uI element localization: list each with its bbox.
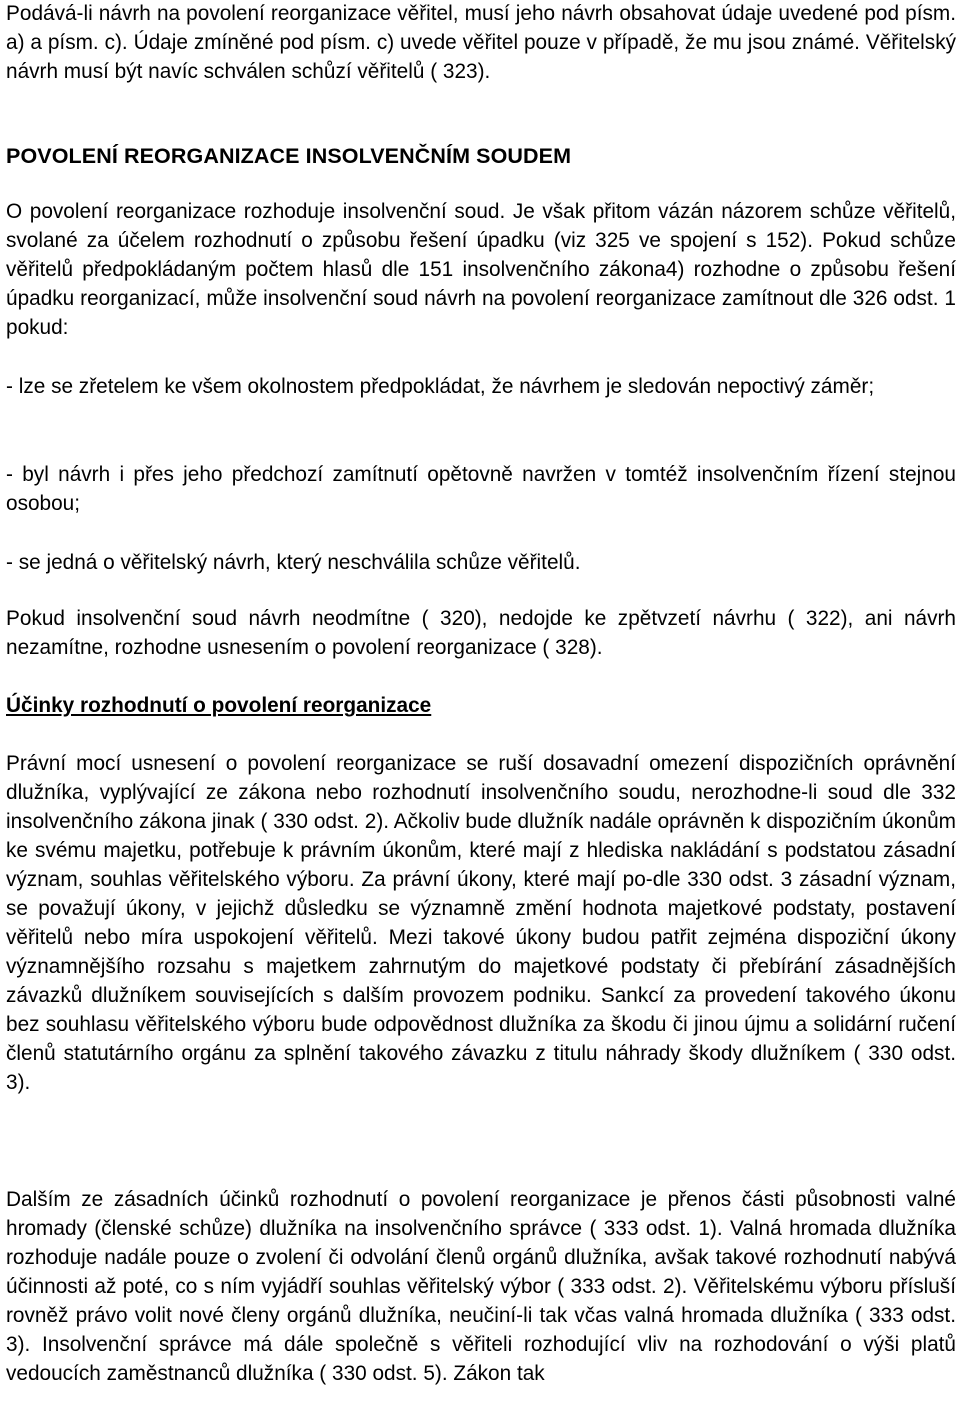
paragraph-effects-general-meeting: Dalším ze zásadních účinků rozhodnutí o povolení reorganizace je přenos části působnosti valné hromady (členské schůze) dlužníka na insolvenčního správce ( 333 odst. 1). Valná hromada dlužníka rozhoduje nadále pouze o zvolení či odvolání členů orgánů dlužníka, avšak takové rozhodnutí nabývá účinnosti až poté, co s ním vyjádří souhlas věřitelský výbor ( 333 odst. 2). Věřitelskému výboru přísluší rovněž právo volit nové členy orgánů dlužníka, neučiní-li tak včas valná hromada dlužníka ( 333 odst. 3). Insolvenční správce má dále společně s věřiteli rozhodující vliv na rozhodování o výši platů vedoucích zaměstnanců dlužníka ( 330 odst. 5). Zákon tak: [6, 1188, 956, 1385]
list-item: - se jedná o věřitelský návrh, který neschválila schůze věřitelů.: [6, 551, 581, 574]
paragraph-creditor-proposal: Podává-li návrh na povolení reorganizace věřitel, musí jeho návrh obsahovat údaje uvedené pod písm. a) a písm. c). Údaje zmíněné pod písm. c) uvede věřitel pouze v případě, že mu jsou známé. Věřitelský návrh musí být navíc schválen schůzí věřitelů ( 323).: [6, 2, 956, 83]
section-heading-court-approval: POVOLENÍ REORGANIZACE INSOLVENČNÍM SOUDEM: [6, 144, 572, 168]
paragraph-effects-legal-force: Právní mocí usnesení o povolení reorganizace se ruší dosavadní omezení dispozičních oprávnění dlužníka, vyplývající ze zákona nebo rozhodnutí insolvenčního soudu, nerozhodne-li soud dle 332 insolvenčního zákona jinak ( 330 odst. 2). Ačkoliv bude dlužník nadále oprávněn k dispozičním úkonům ke svému majetku, potřebuje k právním úkonům, které mají z hlediska nakládání s podstatou zásadní význam, souhlas věřitelského výboru. Za právní úkony, které mají po-dle 330 odst. 3 zásadní význam, se považují úkony, v jejichž důsledku se významně změní hodnota majetkové podstaty, postavení věřitelů nebo míra uspokojení věřitelů. Mezi takové úkony budou patřit zejména dispoziční úkony významnějšího rozsahu s majetkem zahrnutým do majetkové podstaty či přebírání zásadnějších závazků dlužníkem souvisejících s dalším provozem podniku. Sankcí za provedení takového úkonu bez souhlasu věřitelského výboru bude odpovědnost dlužníka za škodu či jinou újmu a solidární ručení členů statutárního orgánu za splnění takového závazku z titulu náhrady škody dlužníkem ( 330 odst. 3).: [6, 752, 956, 1094]
list-item: - byl návrh i přes jeho předchozí zamítnutí opětovně navržen v tomtéž insolvenčním řízení stejnou osobou;: [6, 463, 956, 515]
list-item: - lze se zřetelem ke všem okolnostem předpokládat, že návrhem je sledován nepoctivý záměr;: [6, 375, 875, 398]
paragraph-resolution: Pokud insolvenční soud návrh neodmítne ( 320), nedojde ke zpětvzetí návrhu ( 322), ani návrh nezamítne, rozhodne usnesením o povolení reorganizace ( 328).: [6, 607, 956, 659]
section-heading-effects: Účinky rozhodnutí o povolení reorganizace: [6, 694, 432, 717]
paragraph-court-decision: O povolení reorganizace rozhoduje insolvenční soud. Je však přitom vázán názorem schůze věřitelů, svolané za účelem rozhodnutí o způsobu řešení úpadku (viz 325 ve spojení s 152). Pokud schůze věřitelů předpokládaným počtem hlasů dle 151 insolvenčního zákona4) rozhodne o způsobu řešení úpadku reorganizací, může insolvenční soud návrh na povolení reorganizace zamítnout dle 326 odst. 1 pokud:: [6, 200, 956, 339]
